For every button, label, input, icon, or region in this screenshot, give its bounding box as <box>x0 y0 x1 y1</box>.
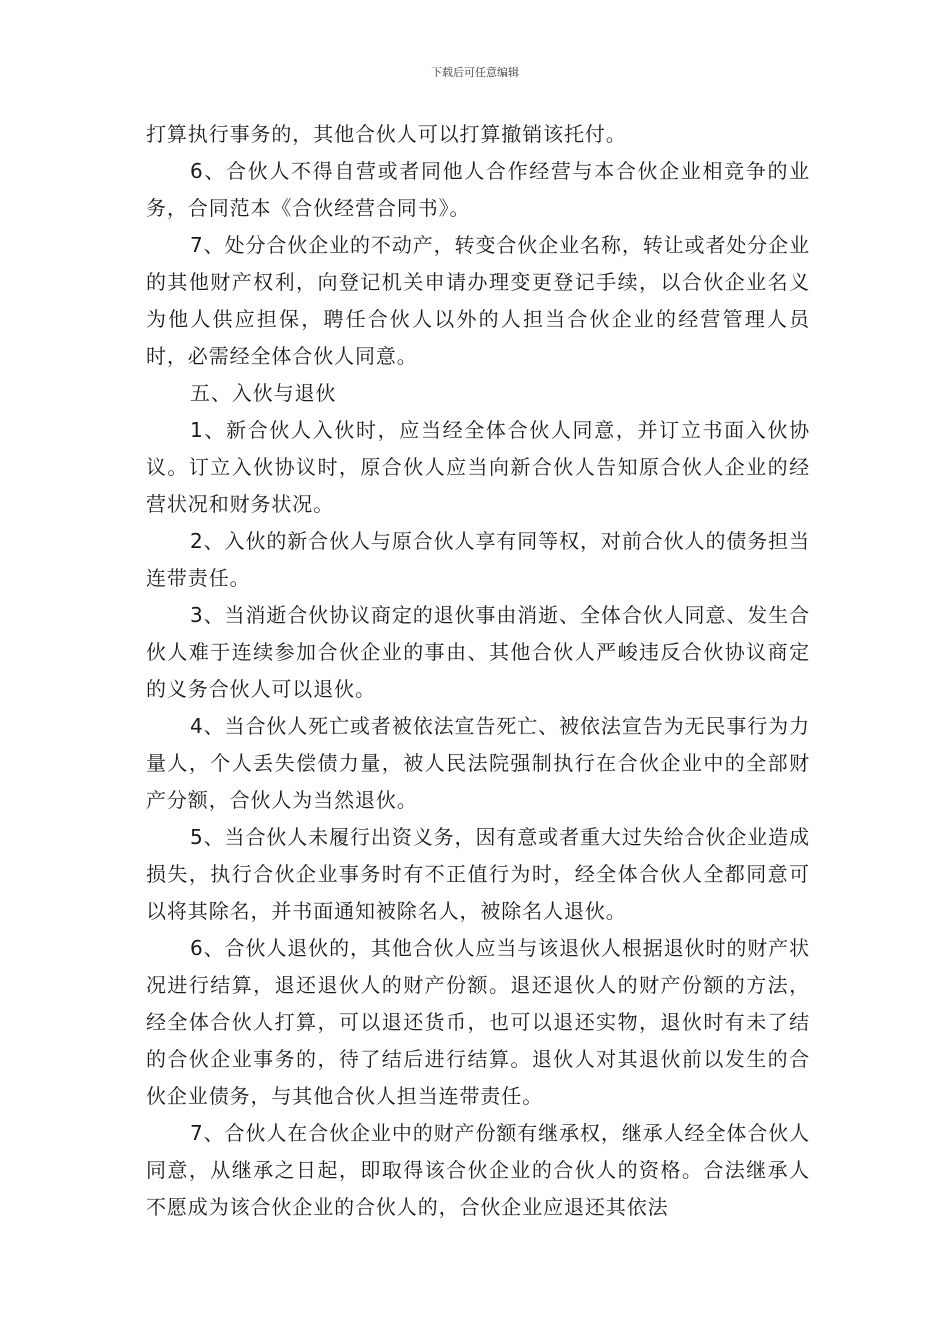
paragraph-clause-7-inheritance: 7、合伙人在合伙企业中的财产份额有继承权，继承人经全体合伙人同意，从继承之日起，即取得该合伙企业的合伙人的资格。合法继承人不愿成为该合伙企业的合伙人的，合伙企业应退还其依法 <box>146 1121 810 1219</box>
document-body <box>146 116 810 1226</box>
paragraph-clause-2-equal-rights: 2、入伙的新合伙人与原合伙人享有同等权，对前合伙人的债务担当连带责任。 <box>146 529 810 590</box>
paragraph-clause-7-property-disposal: 7、处分合伙企业的不动产，转变合伙企业名称，转让或者处分企业的其他财产权利，向登记机关申请办理变更登记手续，以合伙企业名义为他人供应担保，聘任合伙人以外的人担当合伙企业的经营管理人员时，必需经全体合伙人同意。 <box>146 233 810 368</box>
paragraph-continuation: 打算执行事务的，其他合伙人可以打算撤销该托付。 <box>146 122 627 146</box>
paragraph-clause-5-expulsion: 5、当合伙人未履行出资义务，因有意或者重大过失给合伙企业造成损失，执行合伙企业事务时有不正值行为时，经全体合伙人全都同意可以将其除名，并书面通知被除名人，被除名人退伙。 <box>146 825 810 923</box>
paragraph-clause-3-withdrawal-conditions: 3、当消逝合伙协议商定的退伙事由消逝、全体合伙人同意、发生合伙人难于连续参加合伙企业的事由、其他合伙人严峻违反合伙协议商定的义务合伙人可以退伙。 <box>146 603 810 701</box>
paragraph-clause-6-settlement: 6、合伙人退伙的，其他合伙人应当与该退伙人根据退伙时的财产状况进行结算，退还退伙人的财产份额。退还退伙人的财产份额的方法，经全体合伙人打算，可以退还货币，也可以退还实物，退伙时有未了结的合伙企业事务的，待了结后进行结算。退伙人对其退伙前以发生的合伙企业债务，与其他合伙人担当连带责任。 <box>146 936 810 1108</box>
section-heading-joining-withdrawal: 五、入伙与退伙 <box>190 381 337 405</box>
paragraph-clause-6-competition: 6、合伙人不得自营或者同他人合作经营与本合伙企业相竞争的业务，合同范本《合伙经营合同书》。 <box>146 159 810 220</box>
paragraph-clause-4-automatic-withdrawal: 4、当合伙人死亡或者被依法宣告死亡、被依法宣告为无民事行为力量人，个人丢失偿债力量，被人民法院强制执行在合伙企业中的全部财产分额，合伙人为当然退伙。 <box>146 714 810 812</box>
paragraph-clause-1-new-partner: 1、新合伙人入伙时，应当经全体合伙人同意，并订立书面入伙协议。订立入伙协议时，原合伙人应当向新合伙人告知原合伙人企业的经营状况和财务状况。 <box>146 418 810 516</box>
page-header: 下载后可任意编辑 <box>431 66 519 79</box>
